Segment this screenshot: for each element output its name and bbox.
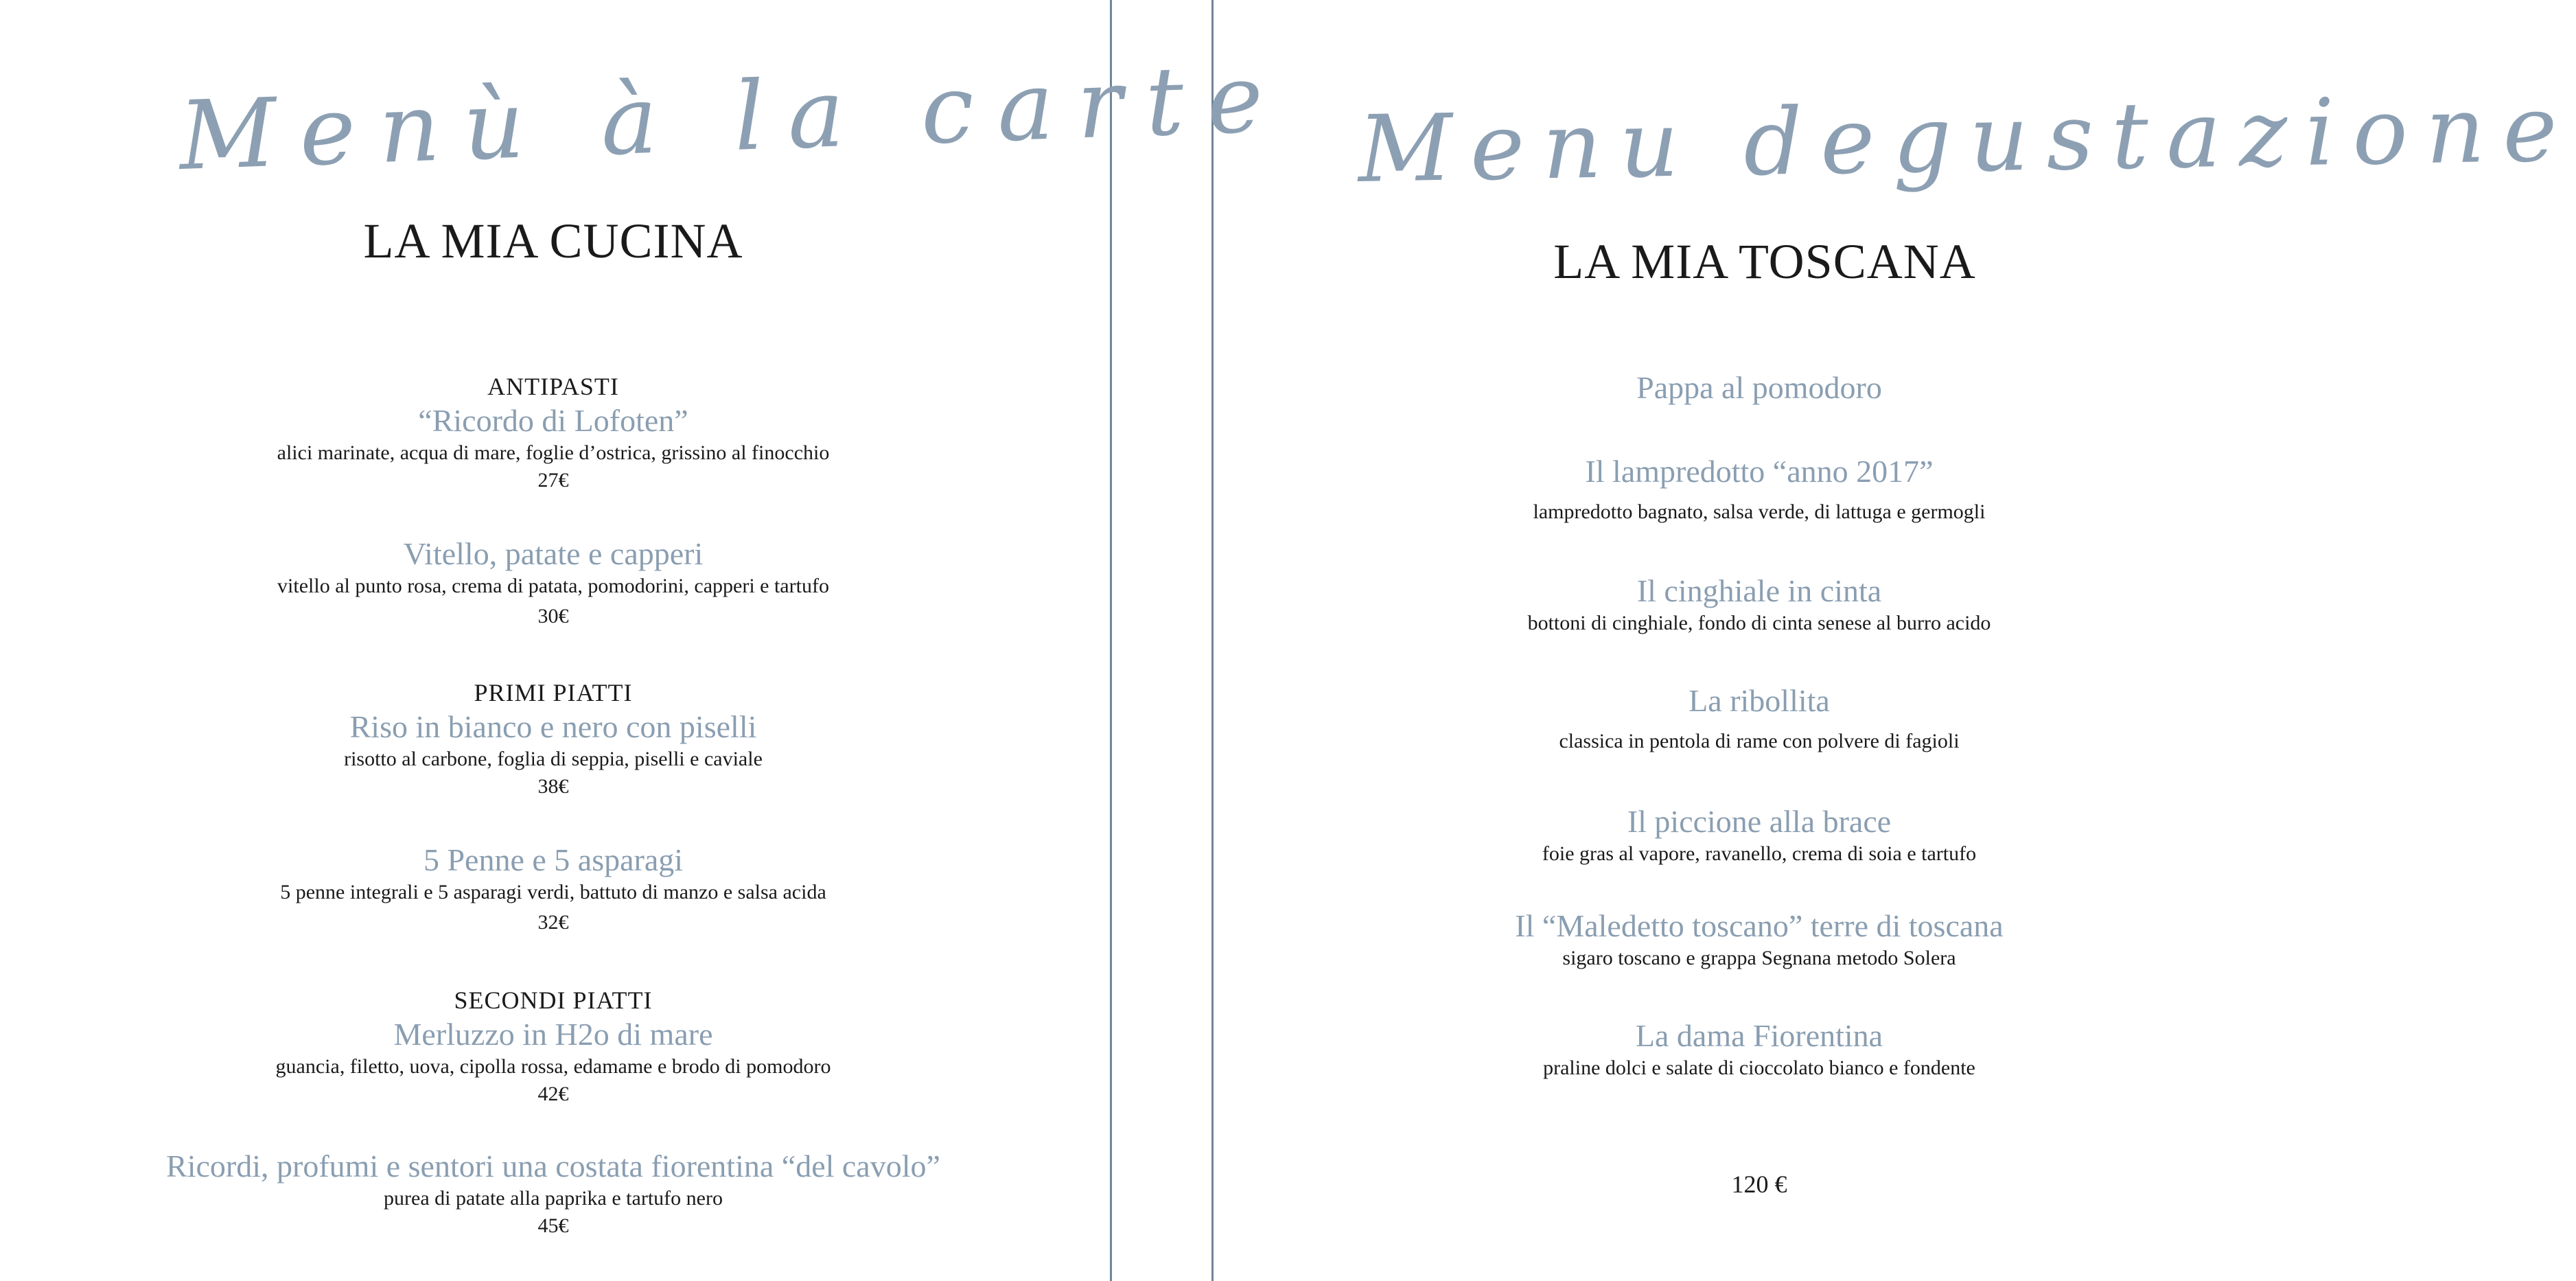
left-script-title: Menù à la carte [177,42,1288,192]
menu-item [0,535,1106,630]
tasting-course [1208,908,2310,972]
course-name: Il piccione alla brace [1627,804,1892,839]
dish-description: purea di patate alla paprika e tartufo nero [384,1187,723,1210]
dish-description: 5 penne integrali e 5 asparagi verdi, battuto di manzo e salsa acida [280,881,826,903]
section-secondi-piatti [0,984,1106,1108]
section-heading: SECONDI PIATTI [454,986,653,1014]
dish-price: 32€ [537,911,569,934]
tasting-course [1208,369,2310,406]
dish-price: 45€ [537,1214,569,1237]
section-heading: ANTIPASTI [487,373,619,400]
tasting-course [1208,682,2310,755]
left-page-title: LA MIA CUCINA [363,214,743,268]
course-name: La ribollita [1689,683,1830,718]
course-description: foie gras al vapore, ravanello, crema di soia e tartufo [1542,842,1977,865]
course-name: Pappa al pomodoro [1636,370,1882,405]
dish-name: Vitello, patate e capperi [403,536,704,571]
dish-description: guancia, filetto, uova, cipolla rossa, edamame e brodo di pomodoro [275,1055,831,1078]
right-page-title: LA MIA TOSCANA [1553,234,1976,289]
tasting-course [1208,573,2310,637]
section-primi-piatti [0,677,1106,800]
menu-item [0,842,1106,936]
course-name: Il “Maledetto toscano” terre di toscana [1515,908,2004,943]
course-description: sigaro toscano e grappa Segnana metodo Solera [1562,947,1956,969]
tasting-course [1208,803,2310,868]
tasting-course [1208,453,2310,526]
course-name: Il cinghiale in cinta [1636,573,1882,608]
course-description: lampredotto bagnato, salsa verde, di lattuga e germogli [1533,500,1986,523]
dish-price: 27€ [537,469,569,492]
dish-price: 30€ [537,605,569,627]
course-name: Il lampredotto “anno 2017” [1585,454,1934,489]
dish-description: risotto al carbone, foglia di seppia, piselli e caviale [344,748,763,770]
course-description: classica in pentola di rame con polvere di fagioli [1559,730,1960,752]
dish-name: “Ricordo di Lofoten” [418,403,688,438]
dish-price: 42€ [537,1083,569,1105]
right-script-title: Menu degustazione [1357,75,2576,203]
section-heading: PRIMI PIATTI [474,679,633,706]
dish-description: vitello al punto rosa, crema di patata, pomodorini, capperi e tartufo [277,575,829,597]
course-description: praline dolci e salate di cioccolato bianco e fondente [1543,1057,1975,1079]
dish-name: Ricordi, profumi e sentori una costata fiorentina “del cavolo” [166,1149,940,1184]
dish-name: Riso in bianco e nero con piselli [349,709,757,744]
menu-a-la-carte-page [0,0,1106,1281]
menu-degustazione-page [1208,0,2310,1281]
section-antipasti [0,371,1106,494]
menu-item [0,1148,1106,1240]
tasting-menu-price: 120 € [1731,1170,1787,1198]
dish-name: Merluzzo in H2o di mare [393,1017,713,1052]
dish-price: 38€ [537,775,569,798]
page-fold-line-left [1110,0,1112,1281]
dish-name: 5 Penne e 5 asparagi [423,842,684,877]
dish-description: alici marinate, acqua di mare, foglie d’ostrica, grissino al finocchio [277,441,830,464]
course-name: La dama Fiorentina [1635,1018,1883,1053]
course-description: bottoni di cinghiale, fondo di cinta senese al burro acido [1527,612,1991,634]
tasting-course [1208,1017,2310,1082]
